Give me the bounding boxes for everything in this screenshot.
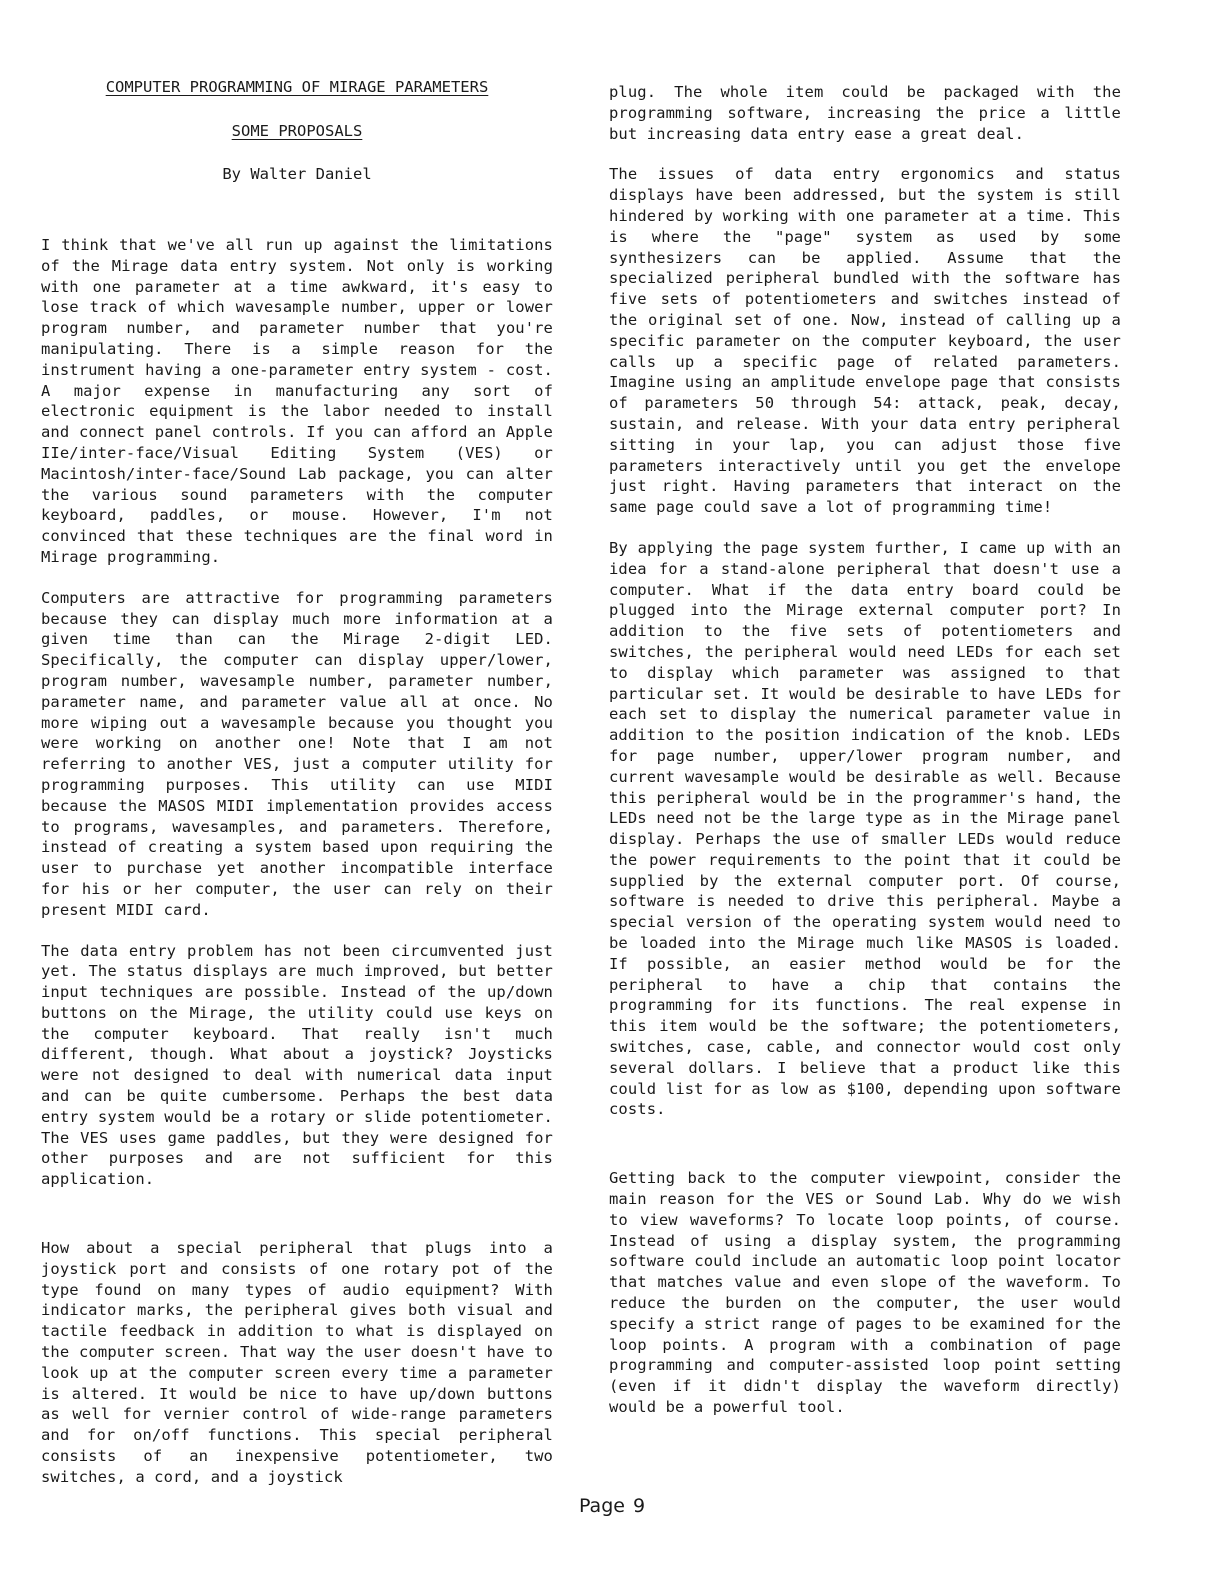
page-footer xyxy=(0,1494,1224,1518)
paragraph: By applying the page system further, I came up with an idea for a stand-alone peripheral that doesn't use a computer. What if the data entry board could be plugged into the Mirage external computer port? In addition to the five sets of potentiometers and switches, the peripheral would need LEDs for each set to display which parameter was assigned to that particular set. It would be desirable to have LEDs for each set to display the numerical parameter value in addition to the position indication of the knob. LEDs for page number, upper/lower program number, and current wavesample would be desirable as well. Because this peripheral would be in the programmer's hand, the LEDs need not be the large type as in the Mirage panel display. Perhaps the use of smaller LEDs would reduce the power requirements to the point that it could be supplied by the external computer port. Of course, software is needed to drive this peripheral. Maybe a special version of the operating system would need to be loaded into the Mirage much like MASOS is loaded. If possible, an easier method would be for the peripheral to have a chip that contains the programming for its functions. The real expense in this item would be the software; the potentiometers, switches, case, cable, and connector would cost only several dollars. I believe that a product like this could list for as low as $100, depending upon software costs. xyxy=(609,538,1121,1119)
paragraph: I think that we've all run up against the limitations of the Mirage data entry system. Not only is working with one parameter at a time awkward, it's easy to lose track of which wavesample number, upper or lower program number, and parameter number that you're manipulating. There is a simple reason for the instrument having a one-parameter entry system - cost. A major expense in manufacturing any sort of electronic equipment is the labor needed to install and connect panel controls. If you can afford an Apple IIe/inter-face/Visual Editing System (VES) or Macintosh/inter-face/Sound Lab package, you can alter the various sound parameters with the computer keyboard, paddles, or mouse. However, I'm not convinced that these techniques are the final word in Mirage programming. xyxy=(41,236,553,566)
paragraph: The issues of data entry ergonomics and status displays have been addressed, but the system is still hindered by working with one parameter at a time. This is where the "page" system as used by some synthesizers can be applied. Assume that the specialized peripheral bundled with the software has five sets of potentiometers and switches instead of the original set of one. Now, instead of calling up a specific parameter on the computer keyboard, the user calls up a specific page of related parameters. Imagine using an amplitude envelope page that consists of parameters 50 through 54: attack, peak, decay, sustain, and release. With your data entry peripheral sitting in your lap, you can adjust those five parameters interactively until you get the envelope just right. Having parameters that interact on the same page could save a lot of programming time! xyxy=(609,165,1121,517)
paragraph: plug. The whole item could be packaged with the programming software, increasing the price a little but increasing data entry ease a great deal. xyxy=(609,83,1121,143)
left-column xyxy=(41,76,553,1488)
article-title: COMPUTER PROGRAMMING OF MIRAGE PARAMETERS xyxy=(105,78,489,96)
paragraph: Getting back to the computer viewpoint, consider the main reason for the VES or Sound Lab. Why do we wish to view waveforms? To locate loop points, of course. Instead of using a display system, the programming software could include an automatic loop point locator that matches value and even slope of the waveform. To reduce the burden on the computer, the user would specify a strict range of pages to be examined for the loop points. A program with a combination of page programming and computer-assisted loop point setting (even if it didn't display the waveform directly) would be a powerful tool. xyxy=(609,1169,1121,1417)
paragraph: How about a special peripheral that plugs into a joystick port and consists of one rotary pot of the type found on many types of audio equipment? With indicator marks, the peripheral gives both visual and tactile feedback in addition to what is displayed on the computer screen. That way the user doesn't have to look up at the computer screen every time a parameter is altered. It would be nice to have up/down buttons as well for vernier control of wide-range parameters and for on/off functions. This special peripheral consists of an inexpensive potentiometer, two switches, a cord, and a joystick xyxy=(41,1239,553,1486)
article-byline: By Walter Daniel xyxy=(222,165,372,183)
page-number: 9 xyxy=(632,1495,646,1517)
page-label: Page xyxy=(578,1495,625,1517)
paragraph: Computers are attractive for programming parameters because they can display much more information at a given time than can the Mirage 2-digit LED. Specifically, the computer can display upper/lower, program number, wavesample number, parameter number, parameter name, and parameter value all at once. No more wiping out a wavesample because you thought you were working on another one! Note that I am not referring to another VES, just a computer utility for programming purposes. This utility can use MIDI because the MASOS MIDI implementation provides access to programs, wavesamples, and parameters. Therefore, instead of creating a system based upon requiring the user to purchase yet another incompatible interface for his or her computer, the user can rely on their present MIDI card. xyxy=(41,588,553,919)
right-column xyxy=(609,82,1121,1418)
article-subtitle: SOME PROPOSALS xyxy=(231,122,363,140)
paragraph: The data entry problem has not been circumvented just yet. The status displays are much improved, but better input techniques are possible. Instead of the up/down buttons on the Mirage, the utility could use keys on the computer keyboard. That really isn't much different, though. What about a joystick? Joysticks were not designed to deal with numerical data input and can be quite cumbersome. Perhaps the best data entry system would be a rotary or slide potentiometer. The VES uses game paddles, but they were designed for other purposes and are not sufficient for this application. xyxy=(41,941,553,1189)
